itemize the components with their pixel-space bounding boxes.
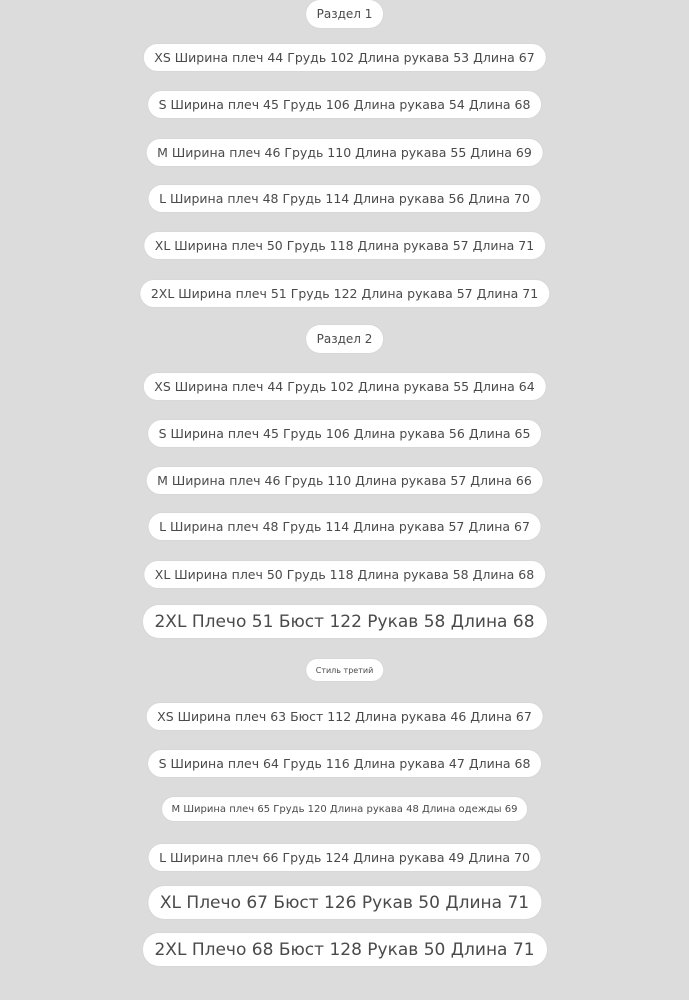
size-row-xl: XL Ширина плеч 50 Грудь 118 Длина рукава 58 Длина 68 <box>144 561 545 588</box>
size-row-xl: XL Плечо 67 Бюст 126 Рукав 50 Длина 71 <box>148 886 541 919</box>
size-row-xs: XS Ширина плеч 63 Бюст 112 Длина рукава 46 Длина 67 <box>146 703 543 730</box>
size-row-s: S Ширина плеч 64 Грудь 116 Длина рукава 47 Длина 68 <box>148 750 542 777</box>
size-row-s: S Ширина плеч 45 Грудь 106 Длина рукава 56 Длина 65 <box>148 420 542 447</box>
size-row-xs: XS Ширина плеч 44 Грудь 102 Длина рукава 55 Длина 64 <box>143 373 545 400</box>
size-row-l: L Ширина плеч 66 Грудь 124 Длина рукава 49 Длина 70 <box>148 844 541 871</box>
size-row-l: L Ширина плеч 48 Грудь 114 Длина рукава 56 Длина 70 <box>148 185 541 212</box>
size-row-m: M Ширина плеч 46 Грудь 110 Длина рукава 57 Длина 66 <box>146 467 543 494</box>
size-row-2xl: 2XL Ширина плеч 51 Грудь 122 Длина рукава 57 Длина 71 <box>140 280 549 307</box>
size-row-xl: XL Ширина плеч 50 Грудь 118 Длина рукава 57 Длина 71 <box>144 232 545 259</box>
size-row-m: M Ширина плеч 46 Грудь 110 Длина рукава 55 Длина 69 <box>146 139 543 166</box>
size-row-xs: XS Ширина плеч 44 Грудь 102 Длина рукава 53 Длина 67 <box>143 44 545 71</box>
section-2-header: Раздел 2 <box>306 325 384 353</box>
size-row-2xl: 2XL Плечо 51 Бюст 122 Рукав 58 Длина 68 <box>142 605 546 638</box>
size-row-2xl: 2XL Плечо 68 Бюст 128 Рукав 50 Длина 71 <box>142 933 546 966</box>
size-row-l: L Ширина плеч 48 Грудь 114 Длина рукава 57 Длина 67 <box>148 513 541 540</box>
section-3-header: Стиль третий <box>306 659 384 681</box>
size-row-s: S Ширина плеч 45 Грудь 106 Длина рукава 54 Длина 68 <box>148 91 542 118</box>
section-1-header: Раздел 1 <box>306 0 384 28</box>
size-row-m: M Ширина плеч 65 Грудь 120 Длина рукава 48 Длина одежды 69 <box>162 797 528 821</box>
